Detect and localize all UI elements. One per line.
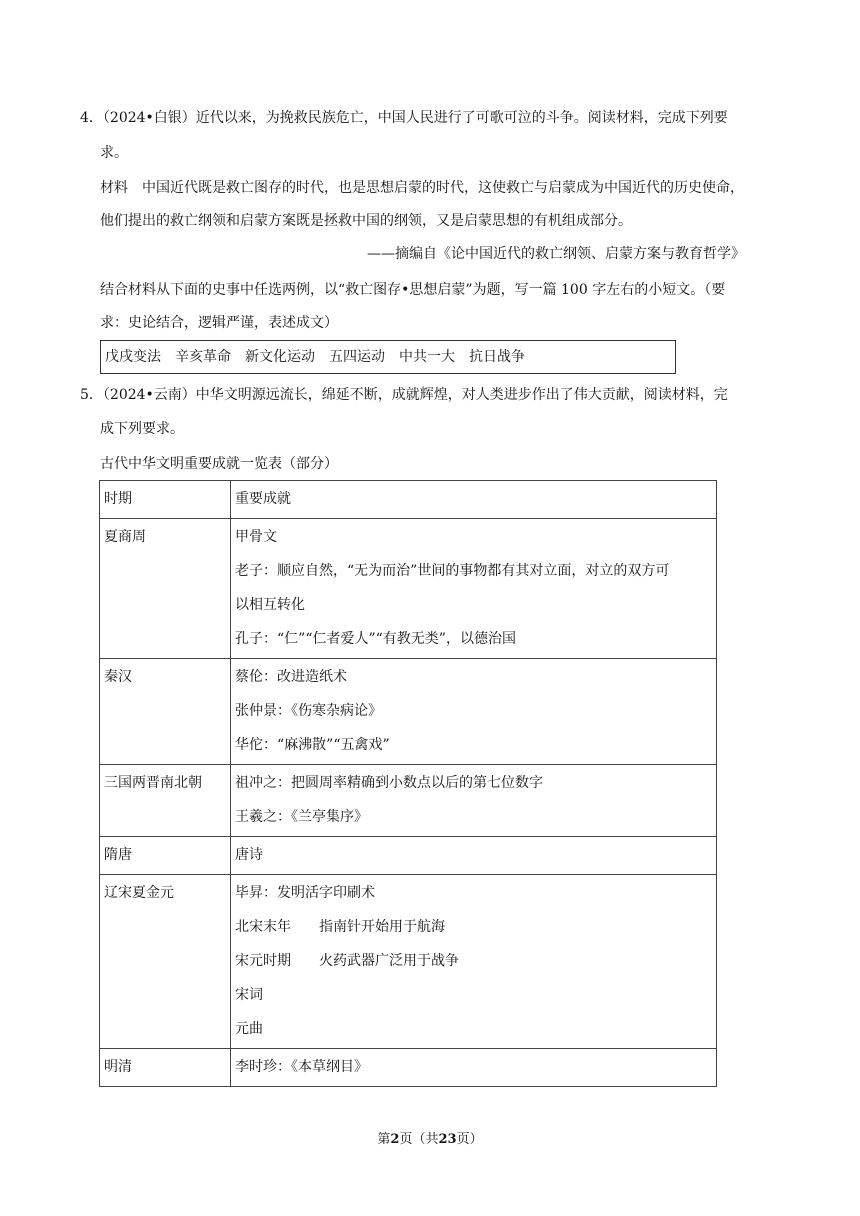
q4-task-line1: 结合材料从下面的史事中任选两例，以“救亡图存•思想启蒙”为题，写一篇 100 字左右的小短文。（要 bbox=[100, 282, 726, 298]
q5-stem-line2: 成下列要求。 bbox=[100, 421, 184, 437]
header-period: 时期 bbox=[100, 481, 231, 519]
table-row bbox=[100, 765, 717, 837]
q4-material-line1: 材料 中国近代既是救亡图存的时代，也是思想启蒙的时代，这使救亡与启蒙成为中国近代的历史使命， bbox=[100, 180, 744, 196]
q5-stem-line1: 5．（2024•云南）中华文明源远流长，绵延不断，成就辉煌，对人类进步作出了伟大贡献，阅读材料，完 bbox=[80, 387, 728, 403]
table-row bbox=[100, 1049, 717, 1087]
table-header-row bbox=[100, 481, 717, 519]
row-achievements: 祖冲之：把圆周率精确到小数点以后的第七位数字 王羲之：《兰亭集序》 bbox=[231, 765, 717, 837]
table-row bbox=[100, 519, 717, 659]
row-period: 三国两晋南北朝 bbox=[100, 765, 231, 837]
q4-source: ——摘编自《论中国近代的救亡纲领、启蒙方案与教育哲学》 bbox=[367, 246, 745, 262]
row-period: 辽宋夏金元 bbox=[100, 875, 231, 1049]
row-period: 明清 bbox=[100, 1049, 231, 1087]
header-achievement: 重要成就 bbox=[231, 481, 717, 519]
q5-table-title: 古代中华文明重要成就一览表（部分） bbox=[100, 456, 338, 472]
row-period: 隋唐 bbox=[100, 837, 231, 875]
table-row bbox=[100, 837, 717, 875]
row-achievements: 毕昇：发明活字印刷术 北宋末年 指南针开始用于航海 宋元时期 火药武器广泛用于战争 宋词 元曲 bbox=[231, 875, 717, 1049]
event-item: 辛亥革命 bbox=[175, 349, 231, 365]
row-achievements: 蔡伦：改进造纸术 张仲景：《伤寒杂病论》 华佗：“麻沸散”“五禽戏” bbox=[231, 659, 717, 765]
event-item: 抗日战争 bbox=[469, 349, 525, 365]
event-item: 新文化运动 bbox=[245, 349, 315, 365]
event-item: 戊戌变法 bbox=[105, 349, 161, 365]
event-item: 五四运动 bbox=[329, 349, 385, 365]
q4-events-box bbox=[100, 340, 676, 374]
q4-task-line2: 求：史论结合，逻辑严谨，表述成文） bbox=[100, 315, 338, 331]
event-item: 中共一大 bbox=[399, 349, 455, 365]
table-row bbox=[100, 659, 717, 765]
page-number: 2 bbox=[390, 1132, 400, 1147]
table-row bbox=[100, 875, 717, 1049]
achievements-table bbox=[99, 480, 717, 1087]
row-achievements: 李时珍：《本草纲目》 bbox=[231, 1049, 717, 1087]
page-footer: 第2页（共23页） bbox=[377, 1132, 483, 1147]
row-achievements: 甲骨文 老子：顺应自然，“无为而治”世间的事物都有其对立面，对立的双方可 以相互转化 孔子：“仁”“仁者爱人”“有教无类”，以德治国 bbox=[231, 519, 717, 659]
q4-stem-line1: 4．（2024•白银）近代以来，为挽救民族危亡，中国人民进行了可歌可泣的斗争。阅读材料，完成下列要 bbox=[80, 110, 728, 126]
q4-stem-line2: 求。 bbox=[100, 145, 128, 161]
row-achievements: 唐诗 bbox=[231, 837, 717, 875]
total-pages: 23 bbox=[438, 1132, 457, 1147]
row-period: 夏商周 bbox=[100, 519, 231, 659]
row-period: 秦汉 bbox=[100, 659, 231, 765]
q4-material-line2: 他们提出的救亡纲领和启蒙方案既是拯救中国的纲领，又是启蒙思想的有机组成部分。 bbox=[100, 213, 632, 229]
